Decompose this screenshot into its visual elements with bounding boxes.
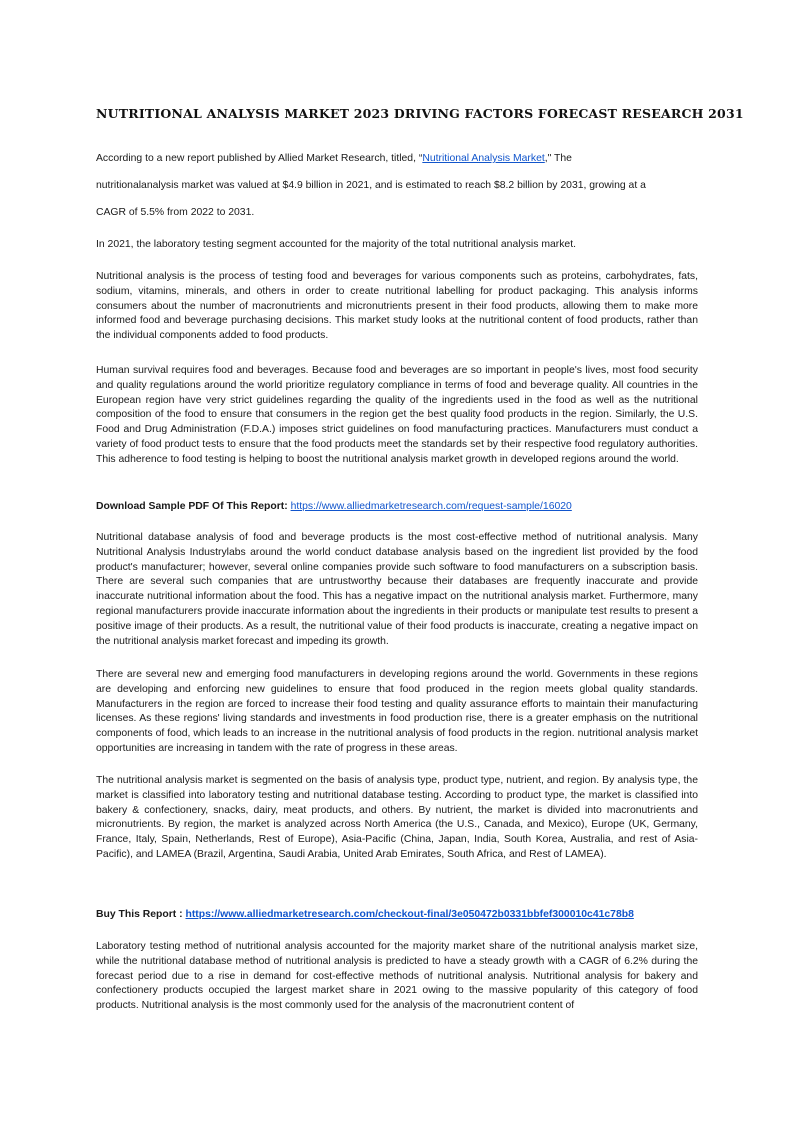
laboratory-method-paragraph: Laboratory testing method of nutritional analysis accounted for the majority market share of the nutritional analysis market size, while the nutritional database method of nutritional analysis is predicted to have a steady growth with a CAGR of 6.2% during the forecast period due to a rise in demand for cost-effective methods of nutritional analysis. Nutritional analysis for bakery and confectionery products occupied the largest market share in 2021 owing to the massive popularity of this category of food products. Nutritional analysis is the most commonly used for the analysis of the macronutrient content of <box>96 941 698 1012</box>
intro-line-1 <box>96 153 572 164</box>
document-title: NUTRITIONAL ANALYSIS MARKET 2023 DRIVING FACTORS FORECAST RESEARCH 2031 <box>96 106 744 121</box>
database-analysis-paragraph: Nutritional database analysis of food and beverage products is the most cost-effective method of nutritional analysis. Many Nutritional Analysis Industrylabs around the world conduct database analysis based on the ingredient list provided by the food product's manufacturer; however, several online companies provide such software to food manufacturers on a subscription basis. There are several such companies that are untrustworthy because their databases are frequently inaccurate and provide inaccurate nutritional information about the food. This has a negative impact on the nutritional analysis market. Furthermore, many regional manufacturers provide inaccurate information about the ingredients in their products or manipulate test results to present a positive image of their products. As a result, the nutritional value of their food products is inaccurate, creating a negative impact on the nutritional analysis market forecast and impeding its growth. <box>96 532 698 647</box>
segmentation-paragraph: The nutritional analysis market is segmented on the basis of analysis type, product type, nutrient, and region. By analysis type, the market is classified into laboratory testing and nutritional database testing. According to product type, the market is classified into bakery & confectionery, snacks, dairy, meat products, and others. By nutrient, the market is divided into macronutrients and micronutrients. By region, the market is analyzed across North America (the U.S., Canada, and Mexico), Europe (UK, Germany, France, Italy, Spain, Netherlands, Rest of Europe), Asia-Pacific (China, Japan, India, South Korea, Australia, and rest of Asia-Pacific), and LAMEA (Brazil, Argentina, Saudi Arabia, United Arab Emirates, South Africa, and Rest of LAMEA). <box>96 775 698 860</box>
download-sample-label: Download Sample PDF Of This Report: <box>96 501 288 512</box>
intro-line-2: nutritionalanalysis market was valued at $4.9 billion in 2021, and is estimated to reach $8.2 billion by 2031, growing at a <box>96 180 646 191</box>
intro-line-1-text: According to a new report published by Allied Market Research, titled, “ <box>96 153 423 164</box>
download-sample-line <box>96 501 572 512</box>
buy-report-line <box>96 909 634 920</box>
download-sample-link[interactable]: https://www.alliedmarketresearch.com/request-sample/16020 <box>290 501 572 512</box>
nutritional-analysis-market-link[interactable]: Nutritional Analysis Market <box>422 153 545 164</box>
emerging-manufacturers-paragraph: There are several new and emerging food manufacturers in developing regions around the world. Governments in these regions are developing and enforcing new guidelines to ensure that food produced in the region meets global quality standards. Manufacturers in the region are forced to increase their food testing and quality assurance efforts to maintain their manufacturing licenses. As these regions' living standards and investments in food production rise, there is a greater emphasis on the nutritional components of food, which leads to an increase in the nutritional analysis of food products in the region. nutritional analysis market opportunities are increasing in tandem with the rate of progress in these areas. <box>96 669 698 754</box>
buy-report-label: Buy This Report : <box>96 909 183 920</box>
buy-report-link[interactable]: https://www.alliedmarketresearch.com/checkout-final/3e050472b0331bbfef300010c41c78b8 <box>185 909 634 920</box>
intro-line-1-suffix: ," The <box>544 153 572 164</box>
lab-segment-paragraph: In 2021, the laboratory testing segment accounted for the majority of the total nutritional analysis market. <box>96 239 576 250</box>
human-survival-paragraph: Human survival requires food and beverages. Because food and beverages are so important in people's lives, most food security and quality regulations around the world prioritize regulatory compliance in terms of food and beverage quality. All countries in the European region have very strict guidelines regarding the quality of the ingredients used in the food as well as the nutritional composition of the food to ensure that consumers in the region get the best quality food products in the region. Similarly, the U.S. Food and Drug Administration (F.D.A.) imposes strict guidelines on food manufacturing practices. Manufacturers must conduct a variety of food product tests to ensure that the food products meet the standards set by their respective food regulatory authorities. This adherence to food testing is helping to boost the nutritional analysis market growth in developed regions around the world. <box>96 365 698 465</box>
definition-paragraph: Nutritional analysis is the process of testing food and beverages for various components such as proteins, carbohydrates, fats, sodium, vitamins, minerals, and others in order to create nutritional labelling for product packaging. This analysis informs consumers about the number of macronutrients and micronutrients present in their food products, allowing them to make more informed food and beverage purchasing decisions. This market study looks at the nutritional content of food products, rather than the individual components added to food products. <box>96 271 698 342</box>
intro-line-3: CAGR of 5.5% from 2022 to 2031. <box>96 207 255 218</box>
